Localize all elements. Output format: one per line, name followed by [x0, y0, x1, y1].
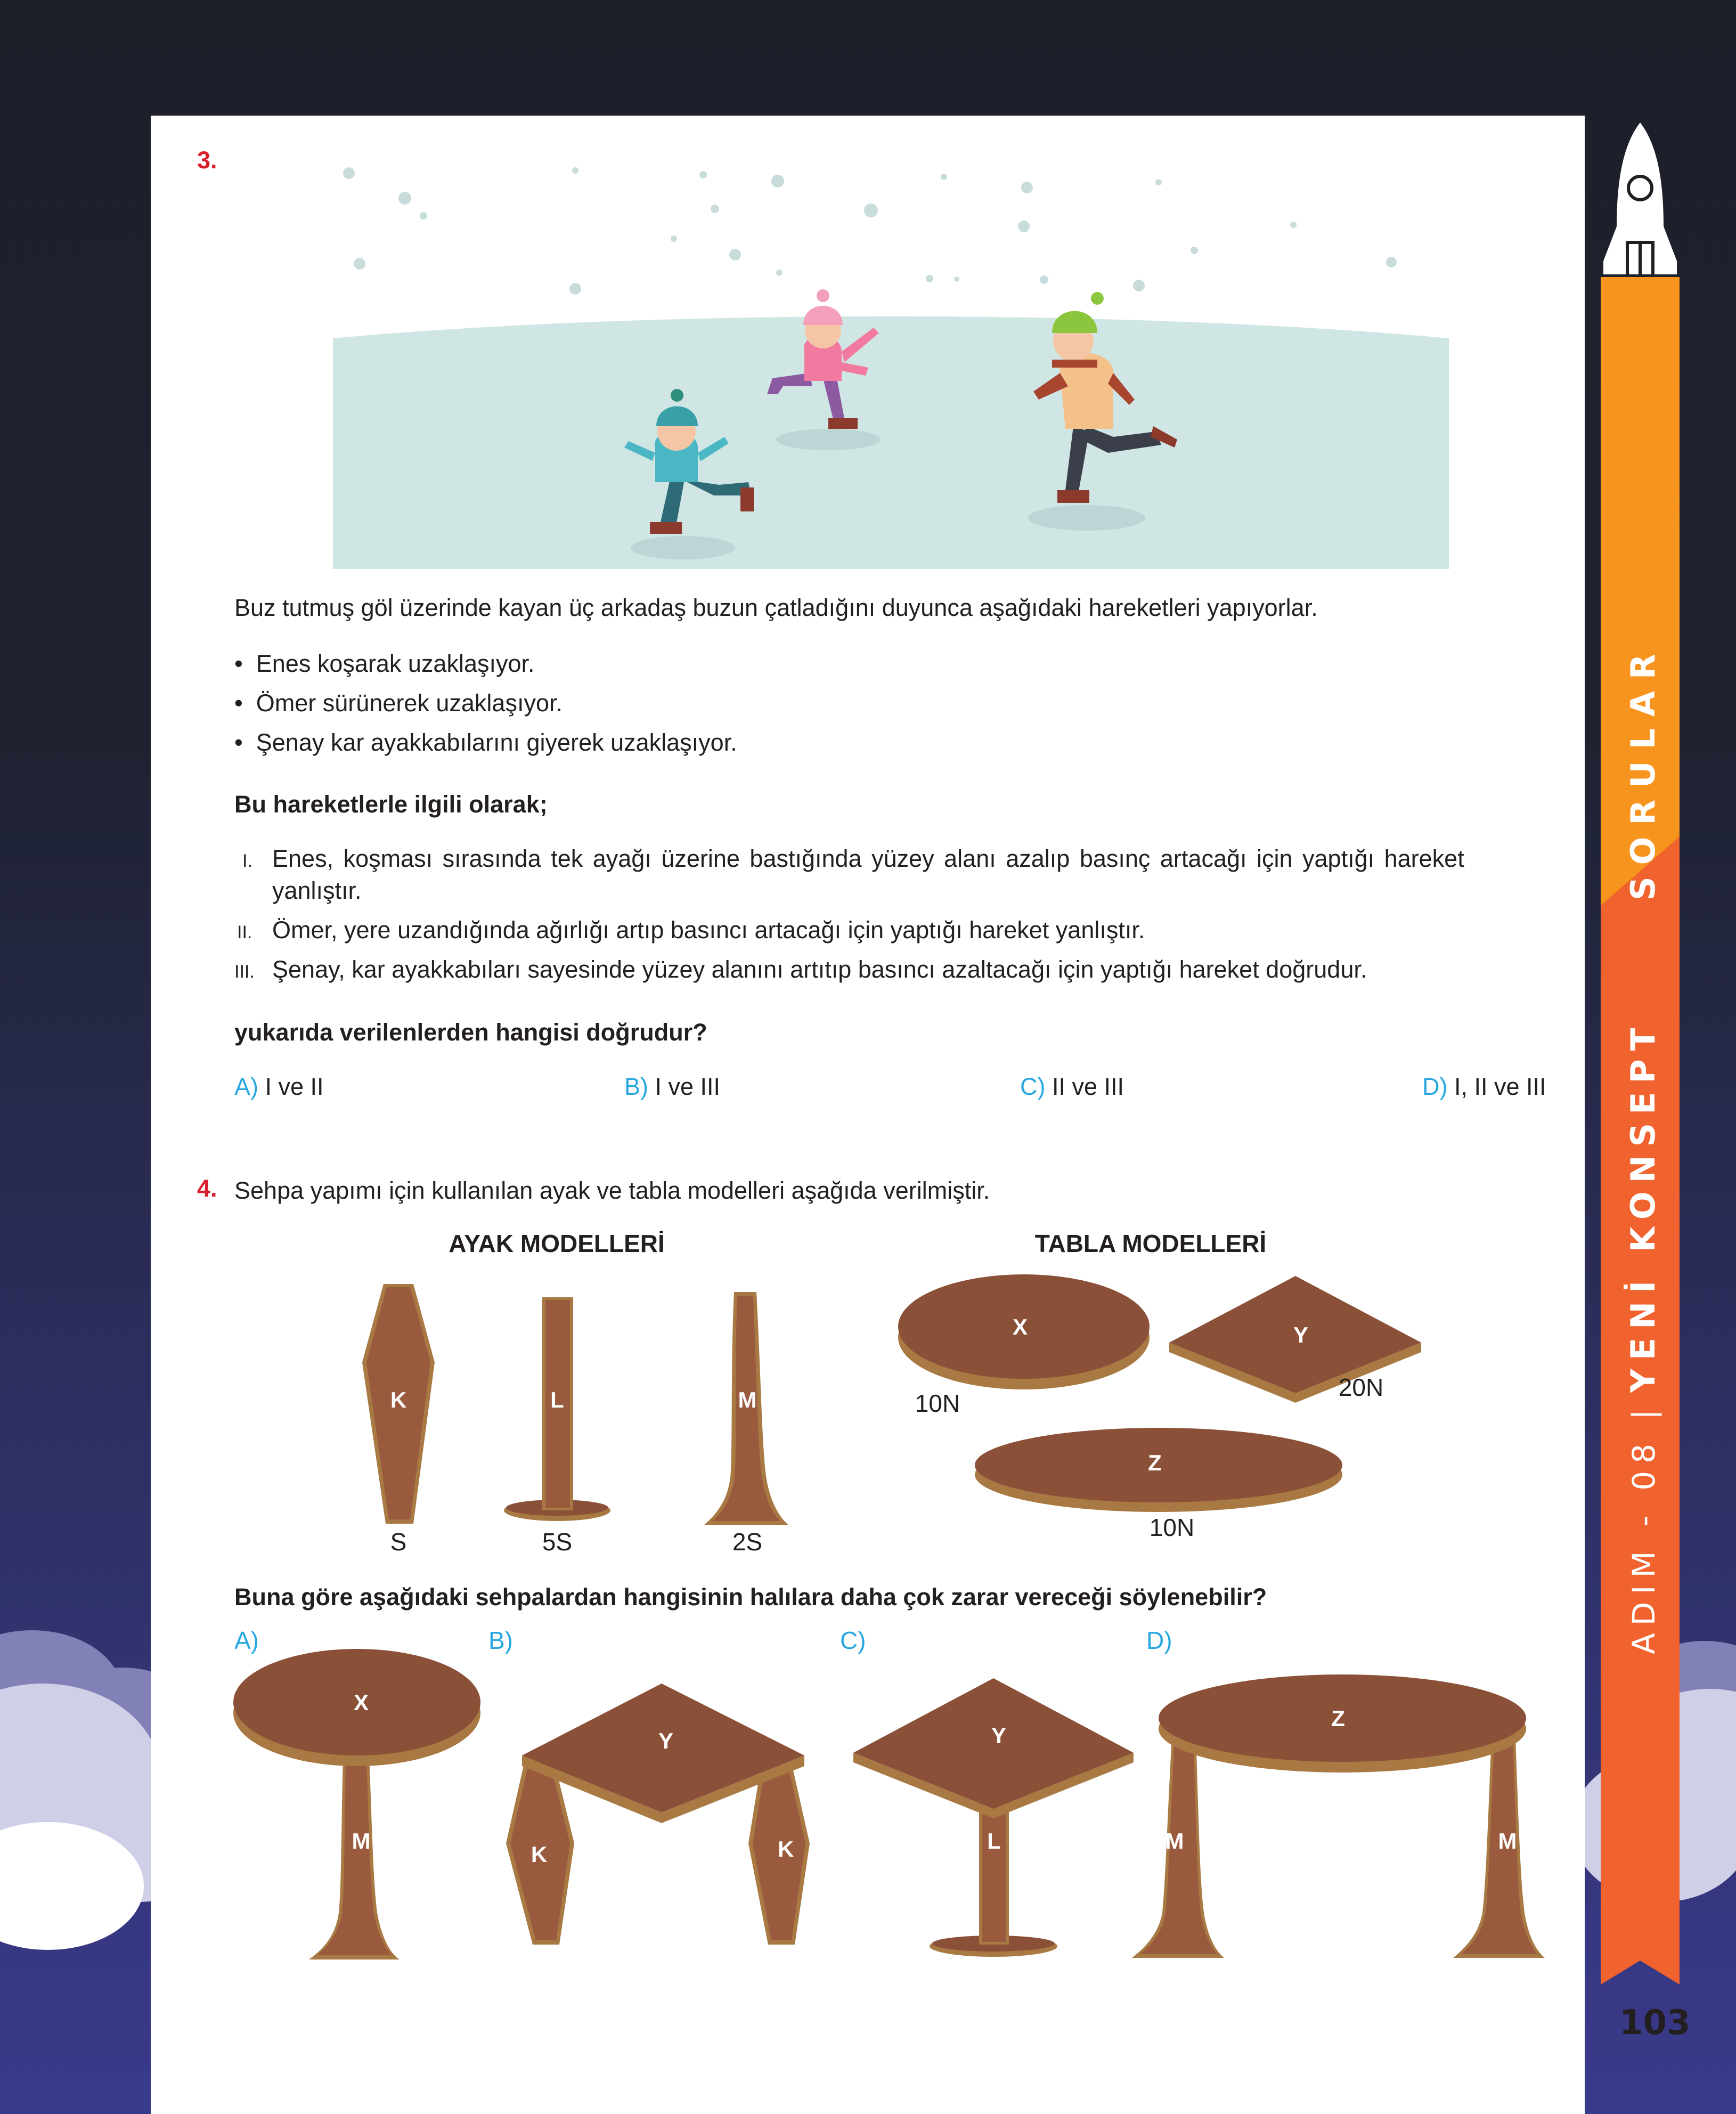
leg-model-m [704, 1292, 788, 1525]
leg-model-k [362, 1284, 435, 1524]
q4-option-b-letter: B) [488, 1627, 513, 1654]
option-b-text: I ve III [655, 1073, 721, 1100]
section-label: SORULAR [1624, 642, 1662, 900]
roman-3: III. [234, 962, 255, 982]
top-y-weight: 20N [1338, 1373, 1384, 1401]
q4-a-leg-label: M [352, 1828, 371, 1853]
leg-l-label: L [550, 1387, 564, 1412]
top-x-weight: 10N [915, 1389, 960, 1417]
roman-2: II. [237, 922, 252, 942]
skating-illustration [330, 149, 1454, 570]
q3-option-a[interactable] [234, 1071, 324, 1103]
leg-k-area: S [390, 1528, 407, 1556]
leg-l-area: 5S [542, 1528, 573, 1556]
q3-lead: Bu hareketlerle ilgili olarak; [234, 791, 548, 818]
q4-option-a-letter: A) [234, 1627, 259, 1654]
top-y-label: Y [1293, 1322, 1309, 1347]
q3-statement-1 [242, 843, 1553, 877]
statement-2-text: Ömer, yere uzandığında ağırlığı artıp basıncı artacağı için yaptığı hareket yanlıştır. [272, 916, 1145, 944]
option-a-letter: A) [234, 1073, 258, 1100]
q3-bullet-1-text: Enes koşarak uzaklaşıyor. [256, 650, 535, 677]
rocket-icon [1601, 120, 1680, 285]
leg-m-label: M [738, 1387, 757, 1412]
q3-bullet-3-text: Şenay kar ayakkabılarını giyerek uzaklaşıyor. [256, 729, 737, 756]
statement-1-line1: Enes, koşması sırasında tek ayağı üzerine bastığında yüzey alanı azalıp basınç artacağı için yaptığı hareket [272, 845, 1464, 872]
tops-title: TABLA MODELLERİ [1034, 1230, 1267, 1257]
q3-statement-2 [237, 914, 1145, 948]
q4-c-top-label: Y [991, 1723, 1007, 1748]
q4-option-a[interactable] [233, 1627, 480, 1959]
option-b-letter: B) [624, 1073, 648, 1100]
page-number: 103 [1619, 2003, 1691, 2043]
question-4-number: 4. [197, 1175, 217, 1202]
q3-intro: Buz tutmuş göl üzerinde kayan üç arkadaş buzun çatladığını duyunca aşağıdaki hareketleri yapıyorlar. [234, 594, 1318, 621]
legs-title: AYAK MODELLERİ [449, 1230, 665, 1257]
q3-question: yukarıda verilenlerden hangisi doğrudur? [234, 1019, 707, 1046]
q4-c-leg-label: L [987, 1828, 1001, 1853]
q4-option-c-letter: C) [840, 1627, 866, 1654]
q3-bullet-2-text: Ömer sürünerek uzaklaşıyor. [256, 689, 563, 717]
q4-d-top-label: Z [1331, 1706, 1345, 1731]
q3-bullet-1: • Enes koşarak uzaklaşıyor. [234, 650, 535, 677]
step-label: ADIM - 08 [1626, 1436, 1662, 1654]
q4-option-d-letter: D) [1146, 1627, 1172, 1654]
leg-model-l [504, 1297, 610, 1521]
q4-option-b[interactable] [488, 1627, 810, 1945]
q4-b-leg-1-label: K [531, 1842, 548, 1867]
q4-options-figure [229, 1625, 1571, 1966]
q4-intro: Sehpa yapımı için kullanılan ayak ve tabla modelleri aşağıda verilmiştir. [234, 1177, 990, 1204]
statement-3-text: Şenay, kar ayakkabıları sayesinde yüzey alanını artıtıp basıncı azaltacağı için yaptığı hareket doğrudur. [272, 956, 1367, 983]
frozen-lake [333, 316, 1449, 569]
models-figure [320, 1220, 1438, 1566]
roman-1: I. [242, 851, 252, 871]
option-d-letter: D) [1422, 1073, 1448, 1100]
top-x-label: X [1012, 1314, 1028, 1339]
q3-bullet-3: • Şenay kar ayakkabılarını giyerek uzaklaşıyor. [234, 729, 737, 756]
q3-statement-1-cont: yanlıştır. [272, 877, 362, 904]
top-model-x [898, 1274, 1150, 1389]
q4-d-leg-2-label: M [1498, 1828, 1517, 1853]
sidebar-separator: | [1626, 1409, 1662, 1420]
q4-question: Buna göre aşağıdaki sehpalardan hangisinin halılara daha çok zarar vereceği söylenebilir? [234, 1583, 1267, 1611]
top-z-weight: 10N [1149, 1514, 1195, 1541]
q3-option-d[interactable] [1422, 1071, 1546, 1103]
q4-d-leg-1-label: M [1165, 1828, 1184, 1853]
top-z-label: Z [1148, 1450, 1162, 1475]
option-d-text: I, II ve III [1454, 1073, 1546, 1100]
q3-statement-3 [234, 954, 1367, 988]
option-a-text: I ve II [265, 1073, 324, 1100]
top-model-z [975, 1428, 1342, 1512]
option-c-text: II ve III [1052, 1073, 1124, 1100]
option-c-letter: C) [1020, 1073, 1046, 1100]
q3-option-b[interactable] [624, 1071, 720, 1103]
leg-m-area: 2S [732, 1528, 763, 1556]
q3-bullet-2: • Ömer sürünerek uzaklaşıyor. [234, 689, 563, 717]
q4-option-c[interactable] [840, 1627, 1134, 1957]
snowflakes [343, 167, 1397, 295]
q4-b-top-label: Y [658, 1728, 674, 1753]
leg-k-label: K [390, 1387, 407, 1412]
q3-option-c[interactable] [1020, 1071, 1124, 1103]
q4-b-leg-2-label: K [777, 1836, 794, 1861]
question-3-number: 3. [197, 147, 217, 174]
q4-a-top-label: X [353, 1690, 369, 1715]
q4-option-d[interactable] [1132, 1627, 1545, 1958]
concept-label: YENİ KONSEPT [1624, 1019, 1662, 1393]
sidebar-text [1624, 1020, 1662, 1654]
